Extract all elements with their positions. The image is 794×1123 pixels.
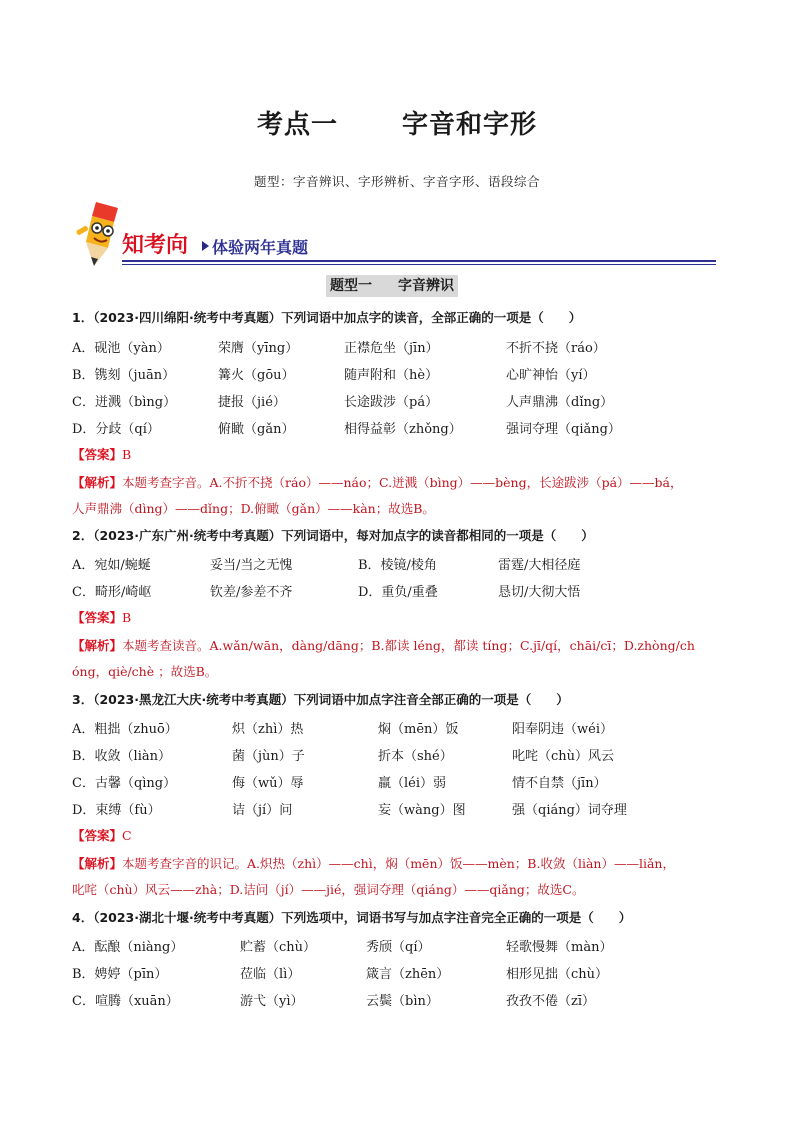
option-cell: 贮蓄（chù） — [240, 940, 317, 955]
question-3-explanation — [72, 854, 675, 872]
option-cell: 长途跋涉（pá） — [344, 395, 439, 410]
banner-divider — [122, 260, 716, 262]
option-cell: 菌（jùn）子 — [232, 749, 305, 764]
option-cell: 莅临（lì） — [240, 967, 301, 982]
option-cell: C．畸形/崎岖 — [72, 585, 152, 600]
option-cell: 恳切/大彻大悟 — [498, 585, 581, 600]
option-cell: 心旷神怡（yí） — [506, 368, 596, 383]
answer-label: 【答案】 — [72, 447, 123, 462]
answer-label: 【答案】 — [72, 610, 123, 625]
option-cell: 俯瞰（gǎn） — [218, 422, 295, 437]
question-4-option-c — [72, 990, 732, 1008]
question-3-option-d — [72, 799, 732, 817]
option-cell: 阳奉阴违（wéi） — [512, 722, 613, 737]
option-cell: 妄（wàng）图 — [378, 803, 466, 818]
option-cell: C．喧腾（xuān） — [72, 994, 179, 1009]
section-name: 字音辨识 — [398, 278, 454, 294]
option-cell: 炽（zhì）热 — [232, 722, 304, 737]
option-cell: 相得益彰（zhǒng） — [344, 422, 462, 437]
question-2-options-ab — [72, 554, 732, 572]
answer-value: B — [122, 447, 132, 462]
question-1-option-b — [72, 364, 732, 382]
banner-tagline: 体验两年真题 — [212, 238, 309, 257]
option-cell: B．棱镜/棱角 — [358, 558, 437, 573]
section-banner — [74, 202, 716, 270]
banner-arrow-icon — [202, 241, 209, 251]
option-cell: D．重负/重叠 — [358, 585, 438, 600]
option-cell: 折本（shé） — [378, 749, 453, 764]
option-cell: D．分歧（qí） — [72, 422, 160, 437]
option-cell: 游弋（yì） — [240, 994, 304, 1009]
answer-value: C — [122, 828, 132, 843]
option-cell: 雷霆/大相径庭 — [498, 558, 581, 573]
banner-brand: 知考向 — [122, 233, 189, 258]
question-2-options-cd — [72, 581, 732, 599]
title-subject: 字音和字形 — [402, 110, 538, 140]
option-cell: 正襟危坐（jīn） — [344, 341, 439, 356]
option-cell: 钦差/参差不齐 — [210, 585, 293, 600]
option-cell: 人声鼎沸（dǐng） — [506, 395, 614, 410]
question-3-stem: 3．（2023·黑龙江大庆·统考中考真题）下列词语中加点字注音全部正确的一项是（ ） — [72, 692, 569, 707]
question-1-explanation-cont: 人声鼎沸（dìng）——dǐng；D.俯瞰（gǎn）——kàn；故选B。 — [72, 501, 435, 516]
question-3-explanation-cont: 叱咤（chù）风云——zhà；D.诘问（jí）——jié，强词夺理（qiáng）——qiǎng；故选C。 — [72, 882, 585, 897]
option-cell: A．宛如/蜿蜒 — [72, 558, 151, 573]
question-1-option-a — [72, 337, 732, 355]
option-cell: 孜孜不倦（zī） — [506, 994, 596, 1009]
option-cell: B．娉婷（pīn） — [72, 967, 168, 982]
option-cell: D．束缚（fù） — [72, 803, 161, 818]
answer-label: 【答案】 — [72, 828, 123, 843]
option-cell: A．砚池（yàn） — [72, 341, 170, 356]
option-cell: 焖（mēn）饭 — [378, 722, 459, 737]
page-subtitle: 题型：字音辨识、字形辨析、字音字形、语段综合 — [253, 174, 540, 189]
question-3-answer — [72, 826, 132, 844]
option-cell: 相形见拙（chù） — [506, 967, 609, 982]
question-2-explanation-cont: óng，qiè/chè ；故选B。 — [72, 664, 218, 679]
option-cell: 轻歌慢舞（màn） — [506, 940, 613, 955]
option-cell: 秀颀（qí） — [366, 940, 431, 955]
section-number: 题型一 — [330, 278, 372, 294]
option-cell: 强词夺理（qiǎng） — [506, 422, 621, 437]
title-topic: 考点一 — [256, 110, 338, 140]
option-cell: C．古馨（qìng） — [72, 776, 177, 791]
option-cell: 情不自禁（jīn） — [512, 776, 607, 791]
question-2-stem: 2．（2023·广东广州·统考中考真题）下列词语中，每对加点字的读音都相同的一项是（ ） — [72, 528, 594, 543]
option-cell: 随声附和（hè） — [344, 368, 439, 383]
question-3-option-b — [72, 745, 732, 763]
explanation-label: 【解析】 — [72, 638, 123, 653]
question-1-answer — [72, 445, 131, 463]
option-cell: 捷报（jié） — [218, 395, 286, 410]
option-cell: B．收敛（liàn） — [72, 749, 171, 764]
option-cell: 云鬓（bìn） — [366, 994, 439, 1009]
explanation-label: 【解析】 — [72, 475, 123, 490]
question-1-option-c — [72, 391, 732, 409]
option-cell: 妥当/当之无愧 — [210, 558, 293, 573]
option-cell: C．迸溅（bìng） — [72, 395, 177, 410]
page-title — [0, 104, 794, 141]
option-cell: 荣膺（yīng） — [218, 341, 299, 356]
explanation-text: 本题考查读音。A.wǎn/wān，dàng/dāng；B.都读 léng，都读 tíng；C.jī/qí，chāi/cī；D.zhòng/ch — [122, 638, 695, 653]
option-cell: 羸（léi）弱 — [378, 776, 447, 791]
option-cell: 篝火（gōu） — [218, 368, 295, 383]
question-4-option-b — [72, 963, 732, 981]
question-1-explanation — [72, 473, 683, 491]
explanation-label: 【解析】 — [72, 856, 123, 871]
section-heading — [326, 275, 458, 297]
option-cell: A．酝酿（niàng） — [72, 940, 184, 955]
question-4-option-a — [72, 936, 732, 954]
question-3-option-a — [72, 718, 732, 736]
option-cell: 叱咤（chù）风云 — [512, 749, 615, 764]
option-cell: 不折不挠（ráo） — [506, 341, 606, 356]
question-4-stem: 4．（2023·湖北十堰·统考中考真题）下列选项中，词语书写与加点字注音完全正确的一项是（ ） — [72, 910, 632, 925]
question-1-stem: 1．（2023·四川绵阳·统考中考真题）下列词语中加点字的读音，全部正确的一项是（ ） — [72, 310, 582, 325]
option-cell: 诘（jí）问 — [232, 803, 293, 818]
question-3-option-c — [72, 772, 732, 790]
question-2-explanation — [72, 636, 695, 654]
option-cell: A．粗拙（zhuō） — [72, 722, 178, 737]
banner-divider-thin — [122, 264, 716, 265]
explanation-text: 本题考查字音的识记。A.炽热（zhì）——chì，焖（mēn）饭——mèn；B.收敛（liàn）——liǎn， — [122, 856, 675, 871]
option-cell: B．镌刻（juān） — [72, 368, 176, 383]
answer-value: B — [122, 610, 132, 625]
question-1-option-d — [72, 418, 732, 436]
explanation-text: 本题考查字音。A.不折不挠（ráo）——náo；C.迸溅（bìng）——bèng，长途跋涉（pá）——bá， — [122, 475, 683, 490]
option-cell: 强（qiáng）词夺理 — [512, 803, 627, 818]
option-cell: 箴言（zhēn） — [366, 967, 450, 982]
question-2-answer — [72, 608, 131, 626]
option-cell: 侮（wǔ）辱 — [232, 776, 304, 791]
